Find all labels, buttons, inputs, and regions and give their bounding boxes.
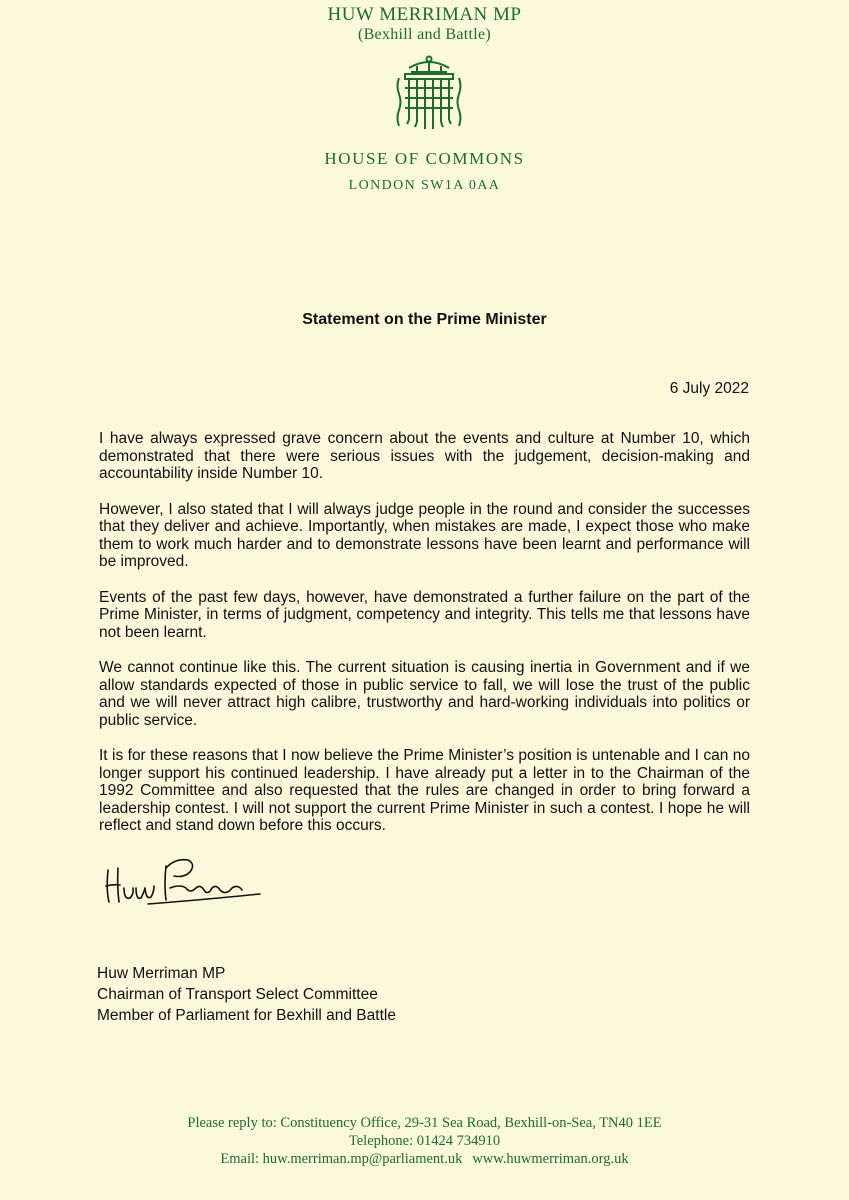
- footer: [0, 1114, 849, 1168]
- footer-website[interactable]: www.huwmerriman.org.uk: [472, 1151, 629, 1167]
- letterhead-address: LONDON SW1A 0AA: [348, 178, 501, 193]
- letterhead-name: HUW MERRIMAN MP: [327, 4, 522, 25]
- signatory-seat: Member of Parliament for Bexhill and Battle: [97, 1007, 396, 1024]
- paragraph-3: Events of the past few days, however, have demonstrated a further failure on the part of the Prime Minister, in terms of judgment, competency and integrity. This tells me that lessons have not been learnt.: [99, 588, 750, 641]
- paragraph-5: It is for these reasons that I now believe the Prime Minister’s position is untenable and I can no longer support his continued leadership. I have already put a letter in to the Chairman of the 1992 Committee and also requested that the rules are changed in order to bring forward a leadership contest. I will not support the current Prime Minister in such a contest. I hope he will reflect and stand down before this occurs.: [99, 747, 750, 834]
- statement-body: [99, 430, 750, 853]
- letterhead-house: HOUSE OF COMMONS: [324, 149, 525, 168]
- statement-title: Statement on the Prime Minister: [302, 311, 547, 328]
- paragraph-1: I have always expressed grave concern about the events and culture at Number 10, which demonstrated that there were serious issues with the judgement, decision-making and accountability inside Number 10.: [99, 430, 750, 482]
- paragraph-2: However, I also stated that I will always judge people in the round and consider the successes that they deliver and achieve. Importantly, when mistakes are made, I expect those who make them to work much harder and to demonstrate lessons have been learnt and performance will be improved.: [99, 500, 750, 570]
- statement-date: 6 July 2022: [669, 380, 749, 397]
- signature-block: [97, 963, 396, 1026]
- paragraph-4: We cannot continue like this. The current situation is causing inertia in Government and if we allow standards expected of those in public service to fall, we will lose the trust of the public and we will never attract high calibre, trustworthy and hard-working individuals into politics or public service.: [99, 659, 750, 729]
- signatory-role: Chairman of Transport Select Committee: [97, 986, 378, 1003]
- footer-reply-address: Please reply to: Constituency Office, 29-31 Sea Road, Bexhill-on-Sea, TN40 1EE: [187, 1115, 662, 1131]
- letterhead-constituency: (Bexhill and Battle): [357, 26, 492, 43]
- footer-telephone: Telephone: 01424 734910: [348, 1133, 501, 1149]
- footer-contact-line: [0, 1150, 849, 1168]
- signatory-name: Huw Merriman MP: [97, 965, 226, 982]
- handwritten-signature: [100, 850, 265, 925]
- footer-email[interactable]: Email: huw.merriman.mp@parliament.uk: [220, 1151, 463, 1167]
- portcullis-icon: [395, 54, 463, 132]
